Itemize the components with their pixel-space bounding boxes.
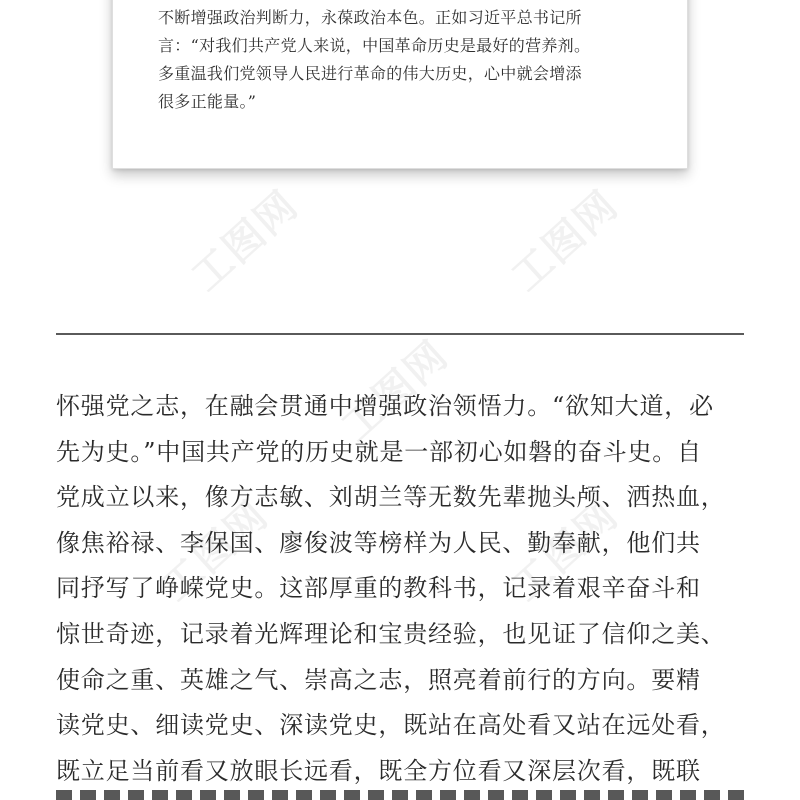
quote-line: 很多正能量。” — [158, 92, 257, 111]
next-line-cutoff — [0, 786, 800, 800]
watermark-text: 工图网 — [503, 491, 628, 611]
next-line-fragment — [56, 790, 746, 800]
body-line: 使命之重、英雄之气、崇高之志，照亮着前行的方向。要精 — [56, 665, 701, 694]
quote-line: 言：“对我们共产党人来说，中国革命历史是最好的营养剂。 — [158, 36, 591, 55]
body-line: 党成立以来，像方志敏、刘胡兰等无数先辈抛头颅、洒热血， — [56, 483, 726, 512]
body-line: 同抒写了峥嵘党史。这部厚重的教科书，记录着艰辛奋斗和 — [56, 574, 701, 603]
body-line: 读党史、细读党史、深读党史，既站在高处看又站在远处看， — [56, 711, 726, 740]
quote-card-text — [158, 4, 658, 116]
body-line: 既立足当前看又放眼长远看，既全方位看又深层次看，既联 — [56, 756, 701, 785]
body-line: 怀强党之志，在融会贯通中增强政治领悟力。“欲知大道，必 — [56, 392, 714, 420]
watermark-text: 工图网 — [333, 331, 458, 451]
body-line: 像焦裕禄、李保国、廖俊波等榜样为人民、勤奉献，他们共 — [56, 528, 701, 557]
body-line: 惊世奇迹，记录着光辉理论和宝贵经验，也见证了信仰之美、 — [56, 619, 726, 648]
article-body — [56, 384, 756, 794]
watermark-text: 工图网 — [503, 181, 628, 301]
watermark-text: 工图网 — [153, 491, 278, 611]
body-line: 先为史。”中国共产党的历史就是一部初心如磐的奋斗史。自 — [56, 437, 702, 466]
watermark-text: 工图网 — [183, 181, 308, 301]
quote-line: 不断增强政治判断力，永葆政治本色。正如习近平总书记所 — [158, 8, 582, 27]
quote-line: 多重温我们党领导人民进行革命的伟大历史，心中就会增添 — [158, 64, 582, 83]
section-divider — [56, 333, 744, 335]
